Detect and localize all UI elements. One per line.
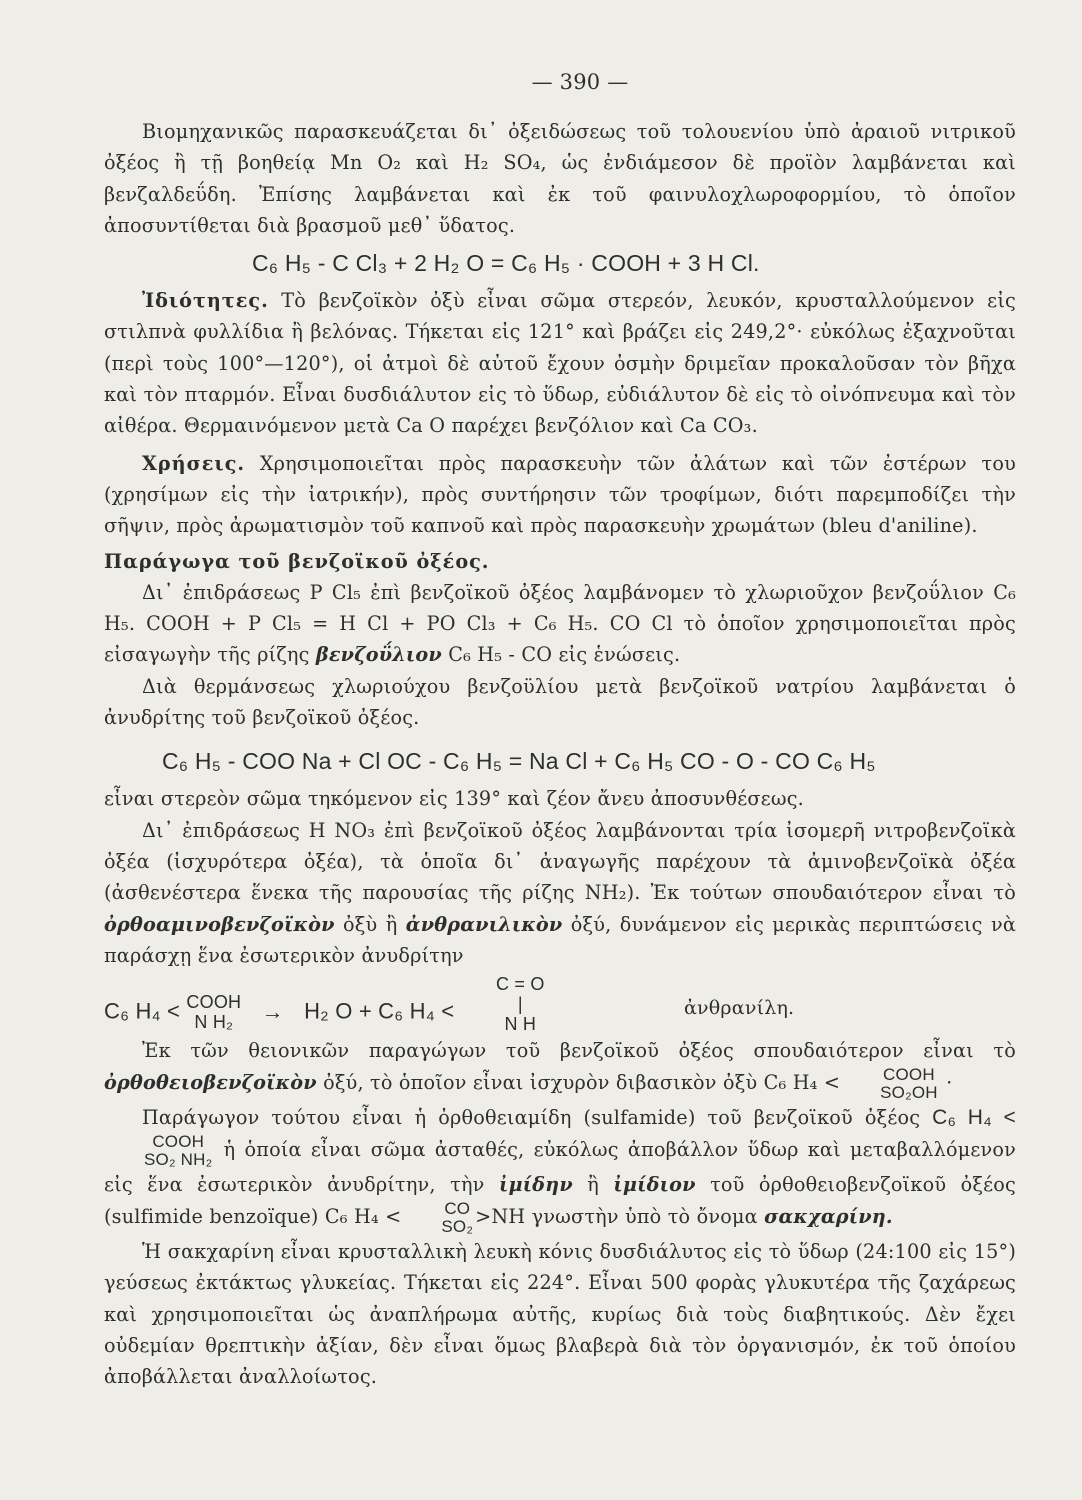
uses-text: Χρησιμοποιεῖται πρὸς παρασκευὴν τῶν ἀλάτων καὶ τῶν ἐστέρων του (χρησίμων εἰς τὴν ἰατρικήν), πρὸς συντήρησιν τῶν τροφίμων, διότι παρεμποδίζει τὴν σῆψιν, πρὸς ἀρωματισμὸν τοῦ καπνοῦ καὶ πρὸς παρασκευὴν χρωμάτων (bleu d'aniline). — [104, 451, 1016, 538]
nitro-text-b: ὀξὺ ἢ — [342, 912, 398, 936]
heading-derivatives: Παράγωγα τοῦ βενζοϊκοῦ ὀξέος. — [104, 549, 490, 573]
page-number: — 390 — — [531, 70, 629, 94]
properties-text: Τὸ βενζοϊκὸν ὀξὺ εἶναι σῶμα στερεόν, λευκόν, κρυσταλλούμενον εἰς στιλπνὰ φυλλίδια ἢ βελόνας. Τήκεται εἰς 121° καὶ βράζει εἰς 249,2°· εὐκόλως ἐξαχνοῦται (περὶ τοὺς 100°—120°), οἱ ἀτμοὶ δὲ αὐτοῦ ἔχουν ὀσμὴν δριμεῖαν προκαλοῦσαν τὸν βῆχα καὶ τὸν πταρμόν. Εἶναι δυσδιάλυτον εἰς τὸ ὕδωρ, εὐδιάλυτον δὲ εἰς τὸ οἰνόπνευμα καὶ τὸν αἰθέρα. Θερμαινόμενον μετὰ Ca O παρέχει βενζόλιον καὶ Ca CO₃. — [104, 289, 1016, 438]
sulf-text-b: ἡ ὁποία εἶναι σῶμα ἀσταθές, εὐκόλως ἀποβάλλον ὕδωρ καὶ μεταβαλλόμενον εἰς ἕνα ἐσωτερικὸν ἀνυδρίτην, τὴν — [104, 1138, 1016, 1197]
ring-nh: N H — [504, 1013, 537, 1034]
thio-so2oh: SO₂OH — [880, 1083, 938, 1103]
sulfamide-formula: C₆ H₄ < — [932, 1106, 1016, 1130]
paragraph-benzoyl-chloride — [104, 577, 1016, 671]
paragraph-saccharin-properties: Ἡ σακχαρίνη εἶναι κρυσταλλικὴ λευκὴ κόνις δυσδιάλυτος εἰς τὸ ὕδωρ (24:100 εἰς 15°) γεύσεως ἐκτάκτως γλυκείας. Τήκεται εἰς 224°. Εἶναι 500 φορὰς γλυκυτέρα τῆς ζαχάρεως καὶ χρησιμοποιεῖται ὡς ἀναπλήρωμα αὐτῆς, κυρίως διὰ τοὺς διαβητικούς. Δὲν ἔχει οὐδεμίαν θρεπτικὴν ἀξίαν, δὲν εἶναι ὅμως βλαβερὰ διὰ τὸν ὀργανισμόν, ἐκ τοῦ ὁποίου ἀποβάλλεται ἀναλλοίωτος. — [104, 1240, 1016, 1389]
sulf-co: CO — [444, 1199, 471, 1219]
equation-anhydride: C₆ H₅ - COO Na + Cl OC - C₆ H₅ = Na Cl + C₆ H₅ CO - O - CO C₆ H₅ — [162, 748, 876, 775]
sulfamide-substituents — [106, 1133, 212, 1169]
sulf-text-d: τοῦ ὀρθοθειοβενζοϊκοῦ ὀξέος (sulfimide benzoïque) C₆ H₄ < — [104, 1173, 1016, 1229]
sulf-text-a: Παράγωγον τούτου εἶναι ἡ ὀρθοθειαμίδη (sulfamide) τοῦ βενζοϊκοῦ ὀξέος — [142, 1106, 921, 1130]
paragraph-anhydride: Διὰ θερμάνσεως χλωριούχου βενζοϋλίου μετὰ βενζοϊκοῦ νατρίου λαμβάνεται ὁ ἀνυδρίτης τοῦ βενζοϊκοῦ ὀξέος. — [104, 674, 1016, 730]
deriv1-text-b: C₆ H₅ - CO εἰς ἑνώσεις. — [448, 643, 681, 667]
deriv1-text-a: Δι᾿ ἐπιδράσεως P Cl₅ ἐπὶ βενζοϊκοῦ ὀξέος λαμβάνομεν τὸ χλωριοῦχον βενζοΰλιον C₆ H₅. COOH + P Cl₅ = H Cl + PO Cl₃ + C₆ H₅. CO Cl τὸ ὁποῖον χρησιμοποιεῖται πρὸς εἰσαγωγὴν τῆς ρίζης — [104, 580, 1016, 667]
term-orthoaminobenzoic: ὀρθοαμινοβενζοϊκὸν — [104, 912, 335, 936]
document-page — [104, 62, 1016, 1393]
anthranil-left-side — [104, 993, 454, 1033]
nitro-text-a: Δι᾿ ἐπιδράσεως H NO₃ ἐπὶ βενζοϊκοῦ ὀξέος λαμβάνονται τρία ἰσομερῆ νιτροβενζοϊκὰ ὀξέα (ἰσχυρότερα ὀξέα), τὰ ὁποῖα δι᾿ ἀναγωγῆς παρέχουν τὰ ἀμινοβενζοϊκὰ ὀξέα (ἀσθενέστερα ἕνεκα τῆς παρουσίας τῆς ρίζης NH₂). Ἐκ τούτων σπουδαιότερον εἶναι τὸ — [104, 818, 1016, 905]
term-benzoyl: βενζοΰλιον — [315, 643, 442, 667]
thio-cooh: COOH — [883, 1065, 935, 1085]
equation-anthranil — [104, 971, 1016, 1035]
nitro-text-c: ὀξύ, δυνάμενον εἰς μερικὰς περιπτώσεις νὰ παράσχῃ ἕνα ἐσωτερικὸν ἀνυδρίτην — [104, 912, 1016, 967]
anthranil-ring-stack — [496, 975, 545, 1034]
anthranil-products: H₂ O + C₆ H₄ < — [304, 998, 455, 1024]
equation-hydrolysis: C₆ H₅ - C Cl₃ + 2 H₂ O = C₆ H₅ · COOH + 3 H Cl. — [252, 250, 760, 277]
anhydride-properties: εἶναι στερεὸν σῶμα τηκόμενον εἰς 139° καὶ ζέον ἄνευ ἀποσυνθέσεως. — [104, 787, 804, 811]
sulf-text-e: >NH γνωστὴν ὑπὸ τὸ ὄνομα — [475, 1205, 758, 1229]
term-saccharin: σακχαρίνη. — [764, 1205, 893, 1229]
sulf-so2: SO₂ — [441, 1217, 474, 1237]
heading-uses: Χρήσεις. — [142, 451, 246, 475]
substituent-cooh: COOH — [186, 992, 242, 1013]
paragraph-uses — [104, 448, 1016, 542]
reaction-arrow: → — [261, 998, 284, 1024]
sulf-so2nh2: SO₂ NH₂ — [144, 1150, 213, 1170]
sulf-text-c: ἢ — [587, 1173, 599, 1197]
anthranil-reactant: C₆ H₄ < — [104, 998, 181, 1024]
term-imidion: ἰμίδιον — [613, 1173, 696, 1197]
ring-bond: | — [517, 993, 523, 1014]
thio-end: · — [946, 1071, 953, 1095]
ring-co: C = O — [496, 974, 545, 995]
thio-text-a: Ἐκ τῶν θειονικῶν παραγώγων τοῦ βενζοϊκοῦ ὀξέος σπουδαιότερον εἶναι τὸ — [142, 1039, 1016, 1063]
heading-properties: Ἰδιότητες. — [142, 289, 269, 313]
anthranil-substituents — [186, 993, 241, 1033]
thio-substituents — [842, 1066, 938, 1102]
anthranil-name: ἀνθρανίλη. — [684, 997, 795, 1020]
paragraph-production: Βιομηχανικῶς παρασκευάζεται δι᾿ ὀξειδώσεως τοῦ τολουενίου ὑπὸ ἀραιοῦ νιτρικοῦ ὀξέος ἢ τῇ βοηθείᾳ Mn O₂ καὶ H₂ SO₄, ὡς ἐνδιάμεσον δὲ προϊὸν λαμβάνεται καὶ βενζαλδεΰδη. Ἐπίσης λαμβάνεται καὶ ἐκ τοῦ φαινυλοχλωροφορμίου, τὸ ὁποῖον ἀποσυντίθεται διὰ βρασμοῦ μεθ᾿ ὕδατος. — [104, 120, 1016, 237]
term-orthothiobenzoic: ὀρθοθειοβενζοϊκὸν — [104, 1071, 317, 1095]
sulf-cooh: COOH — [152, 1132, 205, 1152]
thio-text-b: ὀξύ, τὸ ὁποῖον εἶναι ἰσχυρὸν διβασικὸν ὀξὺ C₆ H₄ < — [323, 1071, 841, 1095]
paragraph-properties — [104, 285, 1016, 441]
substituent-nh2: N H₂ — [194, 1011, 234, 1032]
term-anthranilic: ἀνθρανιλικὸν — [405, 912, 563, 936]
term-imide: ἰμίδην — [498, 1173, 573, 1197]
anthranil-ring — [496, 975, 545, 1034]
sulfimide-substituents — [403, 1200, 473, 1236]
paragraph-saccharin-formation — [104, 1102, 1016, 1236]
paragraph-sulfonic — [104, 1035, 1016, 1102]
paragraph-nitration — [104, 815, 1016, 971]
